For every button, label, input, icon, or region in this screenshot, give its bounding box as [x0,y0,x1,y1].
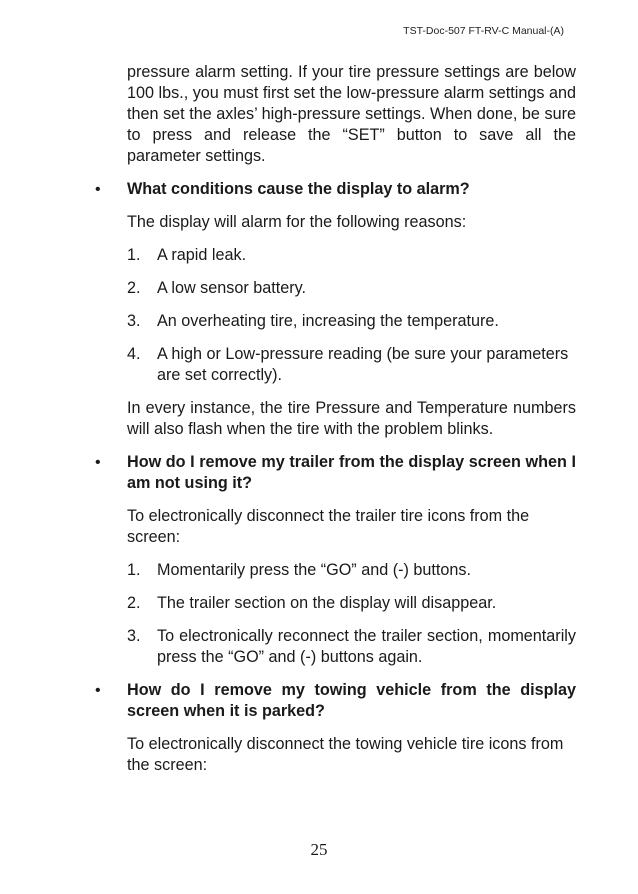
list-item [127,344,576,386]
item-text: To electronically reconnect the trailer section, momentarily press the “GO” and (-) buttons again. [157,627,576,666]
item-number: 3. [127,627,141,645]
page-content [92,62,576,776]
question-heading: How do I remove my towing vehicle from the display screen when it is parked? [127,681,576,720]
list-item [127,311,576,332]
list-item [127,278,576,299]
answer-lead: To electronically disconnect the trailer tire icons from the screen: [127,507,530,546]
list-item [127,626,576,668]
faq-section-alarm [92,179,576,440]
bullet-icon: • [95,682,101,699]
answer-lead: To electronically disconnect the towing vehicle tire icons from the screen: [127,735,564,774]
item-text: A high or Low-pressure reading (be sure your parameters are set correctly). [157,345,569,384]
item-text: A rapid leak. [157,246,247,264]
item-text: An overheating tire, increasing the temperature. [157,312,499,330]
intro-paragraph: pressure alarm setting. If your tire pressure settings are below 100 lbs., you must first set the low-pressure alarm settings and then set the axles’ high-pressure settings. When done, be sure to press and release the “SET” button to save all the parameter settings. [127,63,576,165]
list-item [127,560,576,581]
item-number: 1. [127,246,141,264]
item-text: The trailer section on the display will disappear. [157,594,497,612]
answer-lead: The display will alarm for the following reasons: [127,213,467,231]
bullet-icon: • [95,454,101,471]
document-header-id: TST-Doc-507 FT-RV-C Manual-(A) [403,25,564,37]
item-text: Momentarily press the “GO” and (-) buttons. [157,561,471,579]
item-number: 2. [127,279,141,297]
item-number: 1. [127,561,141,579]
list-item [127,245,576,266]
question-heading: How do I remove my trailer from the display screen when I am not using it? [127,453,576,492]
answer-closing: In every instance, the tire Pressure and Temperature numbers will also flash when the tire with the problem blinks. [127,399,576,438]
list-item [127,593,576,614]
numbered-list [127,245,576,386]
item-text: A low sensor battery. [157,279,307,297]
item-number: 2. [127,594,141,612]
item-number: 4. [127,345,141,363]
question-heading: What conditions cause the display to alarm? [127,180,470,198]
page-number: 25 [310,840,328,859]
bullet-icon: • [95,181,101,198]
faq-section-trailer [92,452,576,668]
numbered-list [127,560,576,668]
item-number: 3. [127,312,141,330]
faq-section-towing-vehicle [92,680,576,776]
